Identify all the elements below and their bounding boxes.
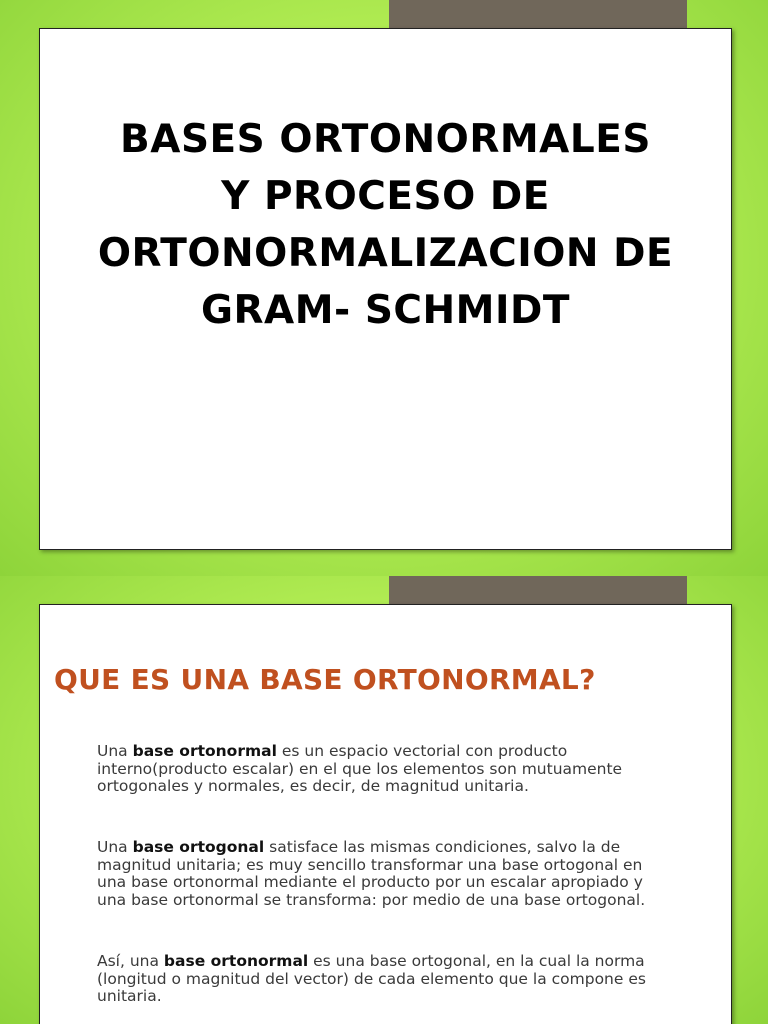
title-line-1: BASES ORTONORMALES bbox=[120, 117, 651, 162]
slide-heading: QUE ES UNA BASE ORTONORMAL? bbox=[54, 663, 596, 696]
title-panel bbox=[39, 28, 732, 550]
paragraph-base-ortonormal bbox=[97, 743, 657, 796]
para1-term: base ortonormal bbox=[132, 742, 277, 760]
paragraph-base-ortogonal bbox=[97, 839, 657, 909]
para2-lead: Una bbox=[97, 838, 133, 856]
para1-lead: Una bbox=[97, 742, 133, 760]
para1-text: es un espacio vectorial con producto interno(producto escalar) en el que los elementos son mutuamente ortogonales y normales, es decir, de magnitud unitaria. bbox=[97, 742, 623, 795]
title-line-4: GRAM- SCHMIDT bbox=[201, 288, 570, 333]
para3-term: base ortonormal bbox=[163, 952, 309, 970]
paragraph-conclusion bbox=[97, 953, 657, 1006]
slide-definition bbox=[0, 576, 768, 1024]
title-line-2: Y PROCESO DE bbox=[221, 174, 550, 219]
content-panel bbox=[39, 604, 732, 1024]
presentation-title bbox=[40, 111, 731, 339]
para3-lead: Así, una bbox=[97, 952, 164, 970]
para3-text: es una base ortogonal, en la cual la norma (longitud o magnitud del vector) de cada elemento que la compone es unitaria. bbox=[97, 952, 646, 1005]
title-line-3: ORTONORMALIZACION DE bbox=[97, 231, 674, 276]
para2-term: base ortogonal bbox=[132, 838, 265, 856]
para2-text: satisface las mismas condiciones, salvo la de magnitud unitaria; es muy sencillo transformar una base ortogonal en una base ortonormal mediante el producto por un escalar apropiado y una base ortonormal se transforma: por medio de una base ortogonal. bbox=[97, 838, 646, 909]
